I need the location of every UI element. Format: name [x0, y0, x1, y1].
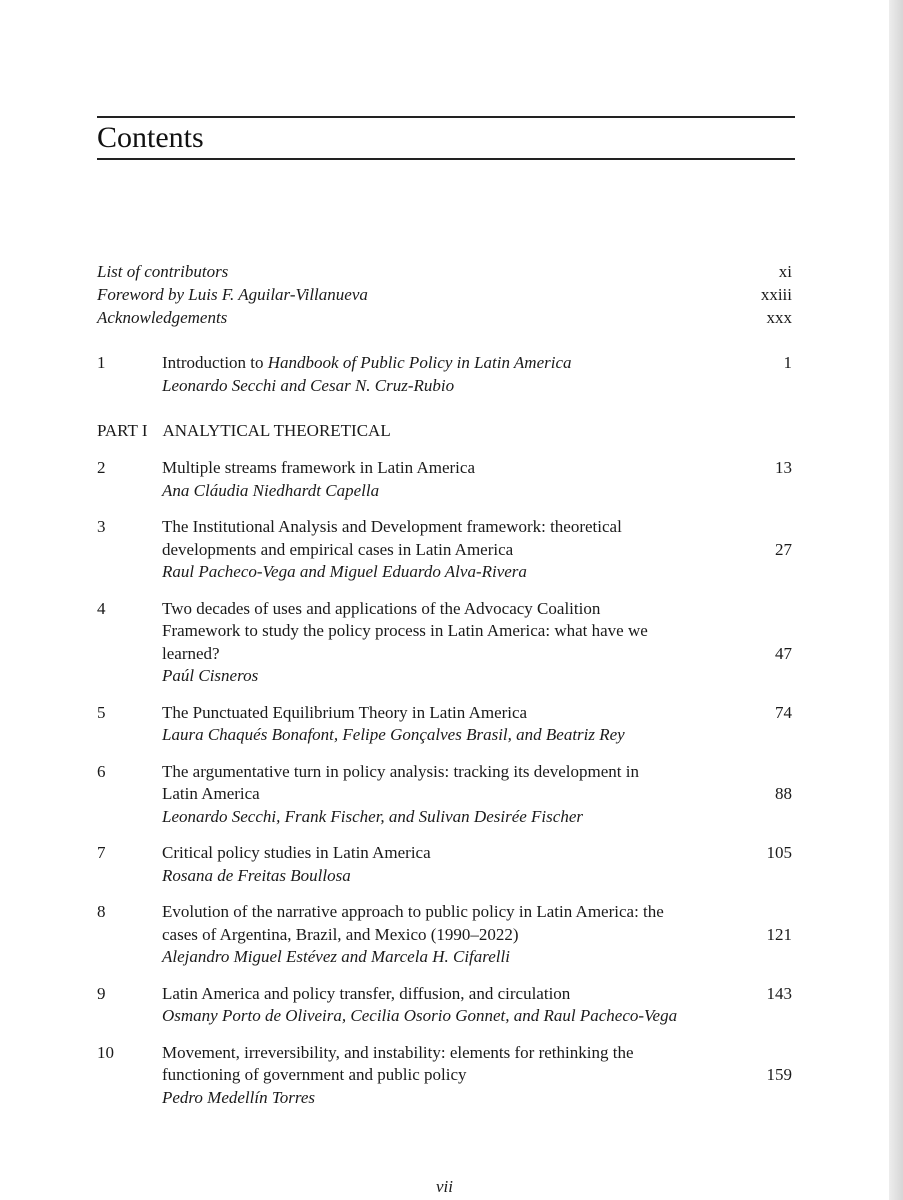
toc-frontmatter-foreword-page: xxiii — [760, 285, 792, 304]
toc-chapter-title-line[interactable]: cases of Argentina, Brazil, and Mexico (1990–2022) — [162, 924, 519, 944]
toc-chapter-page: 105 — [766, 843, 792, 862]
toc-chapter-title-prefix: Introduction to — [162, 353, 268, 372]
toc-chapter-title-line[interactable]: Latin America and policy transfer, diffusion, and circulation — [162, 983, 571, 1003]
toc-chapter-author: Leonardo Secchi and Cesar N. Cruz-Rubio — [162, 376, 455, 395]
toc-chapter-page: 27 — [775, 539, 792, 559]
toc-chapter-title-line[interactable]: The Institutional Analysis and Development framework: theoretical — [162, 517, 622, 536]
toc-chapter-page: 159 — [766, 1065, 792, 1084]
toc-frontmatter-acknowledgements[interactable]: Acknowledgements — [97, 308, 228, 327]
toc-frontmatter-acknowledgements-page: xxx — [766, 308, 792, 327]
toc-chapter-author: Pedro Medellín Torres — [162, 1087, 315, 1107]
toc-part-heading[interactable] — [97, 420, 391, 443]
toc-chapter-title-line[interactable]: The Punctuated Equilibrium Theory in Latin America — [162, 702, 528, 722]
toc-chapter-author: Paúl Cisneros — [162, 666, 259, 685]
toc-chapter-title-line[interactable]: developments and empirical cases in Latin America — [162, 539, 514, 559]
toc-chapter-title-line[interactable]: Latin America — [162, 784, 260, 803]
toc-chapter-number: 5 — [97, 702, 106, 722]
toc-part-title: ANALYTICAL THEORETICAL — [162, 421, 391, 440]
toc-chapter-title-line[interactable]: Evolution of the narrative approach to public policy in Latin America: the — [162, 902, 664, 921]
toc-chapter-title-line[interactable]: Critical policy studies in Latin America — [162, 843, 431, 862]
toc-chapter-author: Laura Chaqués Bonafont, Felipe Gonçalves Brasil, and Beatriz Rey — [162, 725, 625, 744]
toc-chapter-title-line[interactable]: learned? — [162, 643, 220, 663]
toc-chapter-author: Osmany Porto de Oliveira, Cecilia Osorio Gonnet, and Raul Pacheco-Vega — [162, 1006, 678, 1025]
toc-chapter-page: 47 — [775, 643, 792, 663]
toc-chapter-title-line[interactable]: Framework to study the policy process in Latin America: what have we — [162, 621, 648, 640]
toc-chapter-page: 1 — [783, 353, 792, 372]
toc-chapter-page: 121 — [766, 924, 792, 944]
toc-frontmatter-foreword[interactable]: Foreword by Luis F. Aguilar-Villanueva — [97, 285, 368, 304]
toc-chapter-number: 4 — [97, 598, 106, 618]
toc-chapter-number: 7 — [97, 843, 106, 862]
toc-chapter-title-book: Handbook of Public Policy in Latin America — [267, 353, 572, 372]
toc-chapter-number: 6 — [97, 761, 106, 781]
page-title: Contents — [97, 121, 204, 154]
toc-chapter-page: 74 — [775, 702, 792, 722]
toc-chapter-title-line[interactable]: Movement, irreversibility, and instability: elements for rethinking the — [162, 1042, 634, 1062]
toc-chapter-author: Rosana de Freitas Boullosa — [162, 865, 351, 885]
toc-chapter-number: 10 — [97, 1042, 114, 1062]
toc-chapter-number: 2 — [97, 458, 106, 477]
toc-chapter-title-line[interactable]: The argumentative turn in policy analysis: tracking its development in — [162, 761, 639, 781]
toc-chapter-title[interactable] — [162, 352, 572, 375]
page-edge-shadow — [889, 0, 903, 1200]
toc-chapter-author: Alejandro Miguel Estévez and Marcela H. Cifarelli — [162, 947, 510, 966]
toc-chapter-number: 1 — [97, 353, 106, 372]
toc-frontmatter-contributors[interactable]: List of contributors — [97, 262, 229, 281]
heading-bottom-rule — [97, 158, 795, 160]
toc-chapter-title-line[interactable]: functioning of government and public policy — [162, 1065, 467, 1084]
toc-chapter-number: 8 — [97, 902, 106, 921]
toc-chapter-author: Ana Cláudia Niedhardt Capella — [162, 480, 380, 500]
toc-chapter-title-line[interactable]: Two decades of uses and applications of the Advocacy Coalition — [162, 598, 601, 618]
toc-chapter-author: Leonardo Secchi, Frank Fischer, and Sulivan Desirée Fischer — [162, 806, 583, 826]
toc-chapter-number: 9 — [97, 983, 106, 1003]
toc-frontmatter-contributors-page: xi — [778, 262, 792, 281]
toc-chapter-author: Raul Pacheco-Vega and Miguel Eduardo Alva-Rivera — [162, 562, 527, 581]
page-folio: vii — [436, 1177, 453, 1196]
toc-part-label: PART I — [97, 421, 148, 440]
toc-chapter-title-line[interactable]: Multiple streams framework in Latin America — [162, 458, 475, 477]
toc-chapter-page: 88 — [775, 784, 792, 803]
toc-chapter-page: 143 — [766, 983, 792, 1003]
toc-chapter-page: 13 — [775, 458, 792, 477]
toc-chapter-number: 3 — [97, 517, 106, 536]
